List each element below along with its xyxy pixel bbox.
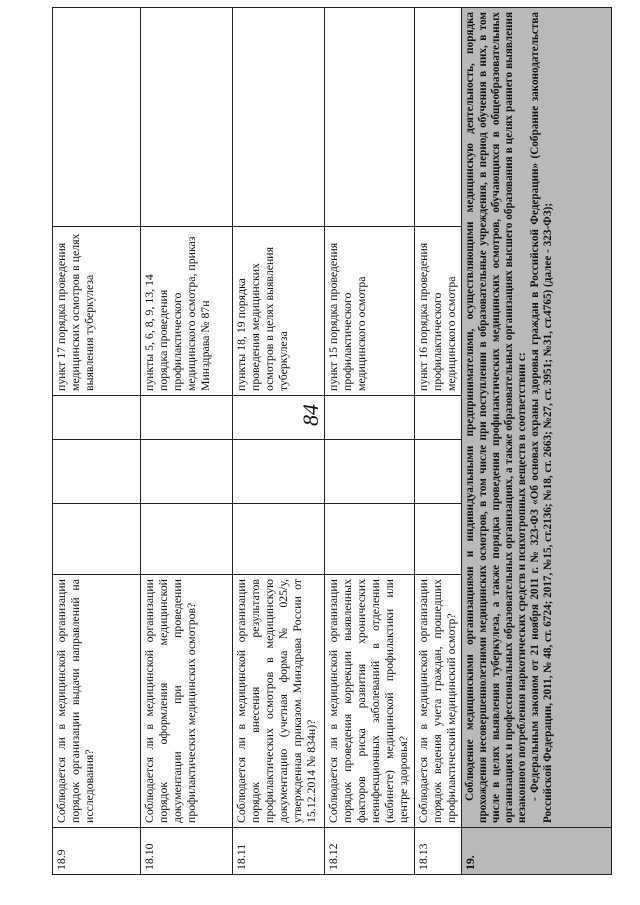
answer-na-cell	[141, 396, 233, 440]
section-19-row	[461, 8, 611, 875]
table-row	[53, 8, 141, 875]
section-19-law: - Федеральным законом от 21 ноября 2011 г. № 323-ФЗ «Об основах охраны здоровья граждан в Российской Федерации» (Собрание законодательства Российской Федерации, 2011, № 48, ст. 6724; 2017, №15, ст.2136; №18, ст. 2663; №27, ст. 3951; №31, ст.4765) (далее - 323-ФЗ);	[528, 12, 554, 823]
reference-cell: пункт 17 порядка проведения медицинских осмотров в целях выявления туберкулеза	[53, 227, 141, 396]
answer-na-cell	[325, 396, 415, 440]
answer-na-cell	[415, 396, 462, 440]
reference-cell: пункты 18, 19 порядка проведения медицинских осмотров в целях выявления туберкулеза	[233, 227, 325, 396]
note-cell	[233, 8, 325, 227]
note-cell	[325, 8, 415, 227]
question-cell: Соблюдается ли в медицинской организации порядок организации выдачи направлений на исследования?	[53, 575, 141, 828]
answer-no-cell	[141, 440, 233, 504]
section-19-text	[461, 8, 611, 828]
answer-no-cell	[325, 440, 415, 504]
row-number: 18.12	[325, 828, 415, 875]
section-number: 19.	[461, 828, 611, 875]
answer-yes-cell	[415, 504, 462, 575]
answer-na-cell	[233, 396, 325, 440]
reference-cell: пункт 16 порядка проведения профилактического медицинского осмотра	[415, 227, 462, 396]
table-row	[141, 8, 233, 875]
question-cell: Соблюдается ли в медицинской организации порядок проведения коррекции выявленных факторов риска развития хронических неинфекционных заболеваний в отделении (кабинете) медицинской профилактики или центре здоровья?	[325, 575, 415, 828]
table-row	[233, 8, 325, 875]
table-row	[325, 8, 415, 875]
answer-no-cell	[415, 440, 462, 504]
question-cell: Соблюдается ли в медицинской организации порядок оформления медицинской документации при проведении профилактических медицинских осмотров?	[141, 575, 233, 828]
section-19-intro: Соблюдение медицинскими организациями и индивидуальными предпринимателями, осуществляющими медицинскую деятельность, порядка прохождения несовершеннолетними медицинских осмотров, в том числе при поступлении в образовательные учреждения, в период обучения в них, в том числе в целях выявления туберкулеза, а также порядка проведения профилактических медицинских осмотров, обучающихся в общеобразовательных организациях и профессиональных образовательных организациях, а также образовательных организациях высшего образования в целях раннего выявления незаконного потребления наркотических средств и психотропных веществ в соответствии с:	[463, 12, 528, 823]
answer-yes-cell	[141, 504, 233, 575]
answer-yes-cell	[233, 504, 325, 575]
row-number: 18.10	[141, 828, 233, 875]
answer-na-cell	[53, 396, 141, 440]
table-row	[415, 8, 462, 875]
note-cell	[141, 8, 233, 227]
page-number: 84	[298, 404, 323, 426]
question-cell: Соблюдается ли в медицинской организации порядок ведения учета граждан, прошедших профилактический медицинский осмотр?	[415, 575, 462, 828]
rotated-table-sheet	[52, 12, 612, 875]
row-number: 18.13	[415, 828, 462, 875]
question-cell: Соблюдается ли в медицинской организации порядок внесения результатов профилактических осмотров в медицинскую документацию (учетная форма № 025/у, утвержденная приказом Минздрава России от 15.12.2014 № 834н)?	[233, 575, 325, 828]
row-number: 18.11	[233, 828, 325, 875]
note-cell	[53, 8, 141, 227]
row-number: 18.9	[53, 828, 141, 875]
answer-no-cell	[233, 440, 325, 504]
answer-no-cell	[53, 440, 141, 504]
note-cell	[415, 8, 462, 227]
checklist-table	[52, 7, 612, 875]
answer-yes-cell	[325, 504, 415, 575]
answer-yes-cell	[53, 504, 141, 575]
reference-cell: пункты 5, 6, 8, 9, 13, 14 порядка проведения профилактического медицинского осмотра, приказ Минздрава № 87н	[141, 227, 233, 396]
reference-cell: пункт 15 порядка проведения профилактического медицинского осмотра	[325, 227, 415, 396]
